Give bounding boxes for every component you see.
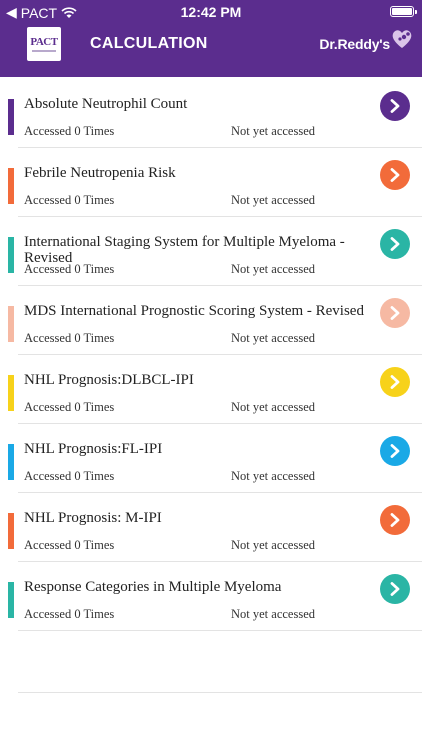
last-accessed: Not yet accessed xyxy=(231,538,315,552)
carrier-label: PACT xyxy=(20,4,58,21)
list-item[interactable] xyxy=(18,148,422,217)
last-accessed: Not yet accessed xyxy=(231,193,315,207)
access-count: Accessed 0 Times xyxy=(24,400,115,414)
divider xyxy=(18,692,422,693)
access-count: Accessed 0 Times xyxy=(24,124,115,138)
access-count: Accessed 0 Times xyxy=(24,193,115,207)
color-bar xyxy=(8,237,14,273)
access-count: Accessed 0 Times xyxy=(24,469,115,483)
chevron-right-icon[interactable] xyxy=(380,436,410,466)
last-accessed: Not yet accessed xyxy=(231,262,315,276)
color-bar xyxy=(8,444,14,480)
list-item[interactable] xyxy=(18,493,422,562)
list-item[interactable] xyxy=(18,217,422,286)
list-item[interactable] xyxy=(18,355,422,424)
access-count: Accessed 0 Times xyxy=(24,331,115,345)
chevron-right-icon[interactable] xyxy=(380,367,410,397)
color-bar xyxy=(8,375,14,411)
chevron-right-icon[interactable] xyxy=(380,160,410,190)
access-count: Accessed 0 Times xyxy=(24,607,115,621)
color-bar xyxy=(8,99,14,135)
list-item[interactable] xyxy=(18,79,422,148)
app-header xyxy=(0,24,422,77)
last-accessed: Not yet accessed xyxy=(231,124,315,138)
heart-logo-icon xyxy=(390,26,414,52)
last-accessed: Not yet accessed xyxy=(231,400,315,414)
item-title: MDS International Prognostic Scoring System - Revised xyxy=(24,303,364,319)
item-title: NHL Prognosis: M-IPI xyxy=(24,510,162,526)
last-accessed: Not yet accessed xyxy=(231,607,315,621)
chevron-right-icon[interactable] xyxy=(380,229,410,259)
item-title: NHL Prognosis:FL-IPI xyxy=(24,441,163,457)
access-count: Accessed 0 Times xyxy=(24,538,115,552)
color-bar xyxy=(8,168,14,204)
item-title: NHL Prognosis:DLBCL-IPI xyxy=(24,372,194,388)
clock: 12:42 PM xyxy=(180,4,242,20)
last-accessed: Not yet accessed xyxy=(231,469,315,483)
item-title: Febrile Neutropenia Risk xyxy=(24,165,176,181)
page-title: CALCULATION xyxy=(90,35,208,52)
brand-logo-text: Dr.Reddy's xyxy=(319,36,390,52)
chevron-right-icon[interactable] xyxy=(380,574,410,604)
access-count: Accessed 0 Times xyxy=(24,262,115,276)
item-title: Absolute Neutrophil Count xyxy=(24,96,188,112)
chevron-right-icon[interactable] xyxy=(380,298,410,328)
item-title: International Staging System for Multiple Myeloma - Revised xyxy=(24,234,345,266)
back-arrow-icon[interactable]: ◀ xyxy=(6,4,17,20)
item-title: Response Categories in Multiple Myeloma xyxy=(24,579,282,595)
list-item[interactable] xyxy=(18,562,422,631)
calculator-list xyxy=(0,79,422,631)
color-bar xyxy=(8,513,14,549)
battery-icon xyxy=(390,6,414,17)
status-bar xyxy=(0,0,422,24)
chevron-right-icon[interactable] xyxy=(380,505,410,535)
color-bar xyxy=(8,306,14,342)
last-accessed: Not yet accessed xyxy=(231,331,315,345)
chevron-right-icon[interactable] xyxy=(380,91,410,121)
list-item[interactable] xyxy=(18,424,422,493)
color-bar xyxy=(8,582,14,618)
list-item[interactable] xyxy=(18,286,422,355)
pact-logo: PACT xyxy=(27,27,61,61)
